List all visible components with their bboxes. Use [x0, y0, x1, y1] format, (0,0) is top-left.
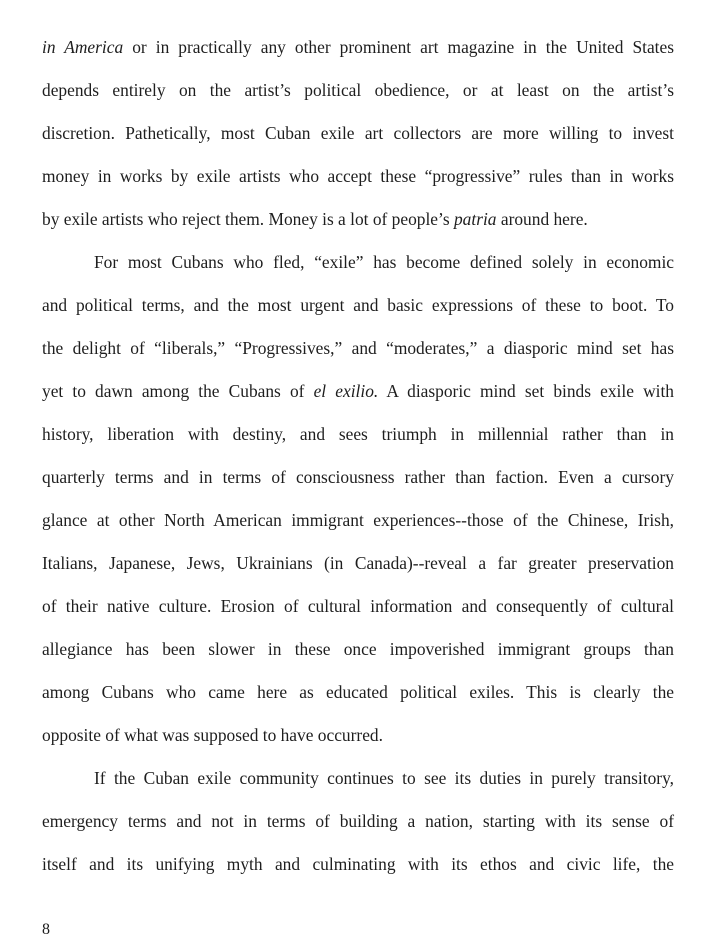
text-line — [42, 112, 674, 155]
text-line — [42, 714, 674, 757]
text-line — [42, 155, 674, 198]
text-segment: by exile artists who reject them. Money is a lot of people’s — [42, 209, 454, 229]
text-segment: glance at other North American immigrant experiences--those of the Chinese, Irish, — [42, 510, 674, 530]
text-segment: opposite of what was supposed to have occurred. — [42, 725, 383, 745]
text-line — [42, 413, 674, 456]
text-line — [42, 284, 674, 327]
text-segment: allegiance has been slower in these once impoverished immigrant groups than — [42, 639, 674, 659]
italic-text: el exilio. — [313, 381, 379, 401]
text-segment: itself and its unifying myth and culminating with its ethos and civic life, the — [42, 854, 674, 874]
italic-text: patria — [453, 209, 497, 229]
text-line — [42, 499, 674, 542]
text-segment: For most Cubans who fled, “exile” has become defined solely in economic — [94, 252, 674, 272]
text-segment: of their native culture. Erosion of cultural information and consequently of cultural — [42, 596, 674, 616]
text-line — [42, 456, 674, 499]
text-segment: quarterly terms and in terms of consciousness rather than faction. Even a cursory — [42, 467, 674, 487]
text-line — [42, 198, 674, 241]
italic-text: in America — [42, 37, 124, 57]
text-line — [42, 26, 674, 69]
text-line — [42, 800, 674, 843]
text-segment: If the Cuban exile community continues to see its duties in purely transitory, — [94, 768, 674, 788]
text-line — [42, 757, 674, 800]
text-segment: among Cubans who came here as educated political exiles. This is clearly the — [42, 682, 674, 702]
text-segment: the delight of “liberals,” “Progressives,” and “moderates,” a diasporic mind set has — [42, 338, 674, 358]
text-segment: around here. — [496, 209, 588, 229]
text-line — [42, 585, 674, 628]
text-segment: money in works by exile artists who accept these “progressive” rules than in works — [42, 166, 674, 186]
page-number: 8 — [42, 921, 50, 938]
text-segment: or in practically any other prominent art magazine in the United States — [123, 37, 674, 57]
body-text — [42, 26, 674, 886]
text-segment: yet to dawn among the Cubans of — [42, 381, 314, 401]
text-line — [42, 370, 674, 413]
text-line — [42, 327, 674, 370]
text-line — [42, 69, 674, 112]
text-segment: depends entirely on the artist’s political obedience, or at least on the artist’s — [42, 80, 674, 100]
text-segment: emergency terms and not in terms of building a nation, starting with its sense of — [42, 811, 674, 831]
text-line — [42, 542, 674, 585]
text-segment: discretion. Pathetically, most Cuban exile art collectors are more willing to invest — [42, 123, 674, 143]
text-line — [42, 628, 674, 671]
text-segment: history, liberation with destiny, and sees triumph in millennial rather than in — [42, 424, 674, 444]
text-segment: A diasporic mind set binds exile with — [378, 381, 674, 401]
text-line — [42, 671, 674, 714]
text-line — [42, 241, 674, 284]
text-segment: and political terms, and the most urgent and basic expressions of these to boot. To — [42, 295, 674, 315]
text-line — [42, 843, 674, 886]
text-segment: Italians, Japanese, Jews, Ukrainians (in Canada)--reveal a far greater preservation — [42, 553, 674, 573]
